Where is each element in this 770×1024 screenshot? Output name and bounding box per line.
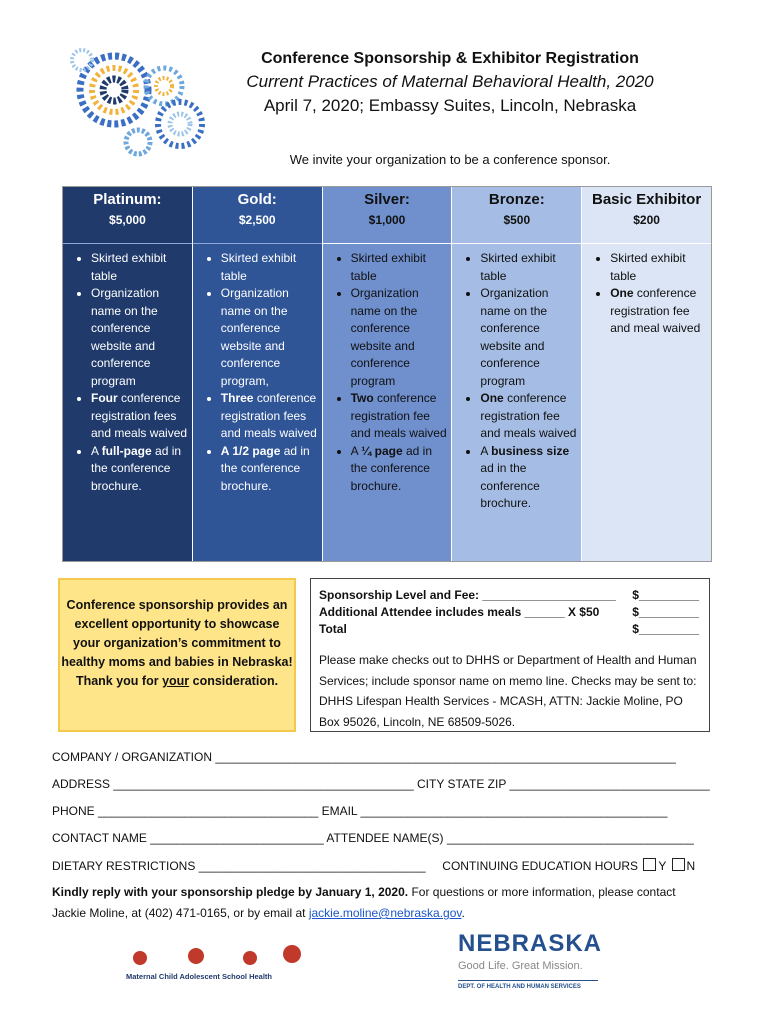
benefit-item: • Organization name on the conference website and conference program, <box>221 285 318 390</box>
benefit-item: • Two conference registration fee and meals waived <box>351 390 448 443</box>
ceu-no-label: N <box>686 859 696 873</box>
dietary-restrictions-field[interactable]: DIETARY RESTRICTIONS __________________________________ <box>52 859 426 873</box>
tier-price: $1,000 <box>368 213 406 227</box>
benefit-item: • Three conference registration fees and meals waived <box>221 390 318 443</box>
ceu-no-checkbox[interactable] <box>672 858 685 871</box>
invite-text: We invite your organization to be a conference sponsor. <box>289 152 611 167</box>
benefit-item: • One conference registration fee and meal waived <box>610 285 707 338</box>
promo-thanks: Thank you for your consideration. <box>75 674 279 688</box>
phone-email-field[interactable]: PHONE _________________________________ EMAIL ______________________________________________ <box>52 804 668 818</box>
contact-email-link[interactable]: jackie.moline@nebraska.gov <box>308 906 462 920</box>
nebraska-dhhs-logo: NEBRASKA Good Life. Great Mission. DEPT. OF HEALTH AND HUMAN SERVICES <box>458 930 603 990</box>
mosaic-logo <box>62 42 222 162</box>
tier-name: Basic Exhibitor <box>591 191 702 208</box>
tier-gold <box>193 187 323 561</box>
additional-attendee-field[interactable]: Additional Attendee includes meals ______ X $50 <box>319 605 600 619</box>
benefit-item: • Organization name on the conference website and conference program <box>91 285 188 390</box>
tier-platinum <box>63 187 193 561</box>
ceu-yes-label: Y <box>658 859 667 873</box>
mcash-logo: Maternal Child Adolescent School Health <box>126 944 326 988</box>
benefit-item: • Organization name on the conference website and conference program <box>480 285 577 390</box>
tier-name: Gold: <box>237 191 277 208</box>
payment-instructions: Please make checks out to DHHS or Department of Health and Human Services; include sponsor name on memo line. Checks may be sent to: DHHS Lifespan Health Services - MCASH, ATTN: Jackie Moline, PO Box 95026, Lincoln, NE 68509-5026. <box>319 653 697 729</box>
benefit-item: • Skirted exhibit table <box>221 250 318 285</box>
reply-deadline: Kindly reply with your sponsorship pledge by January 1, 2020. <box>52 885 409 899</box>
total-label: Total <box>319 622 347 636</box>
sponsorship-level-field[interactable]: Sponsorship Level and Fee: ____________________ <box>319 588 616 602</box>
benefit-item: • One conference registration fee and meals waived <box>480 390 577 443</box>
sponsorship-tiers-table <box>62 186 712 562</box>
tier-bronze <box>452 187 582 561</box>
tier-basic-exhibitor <box>582 187 711 561</box>
tier-name: Silver: <box>364 191 410 208</box>
promo-text: Conference sponsorship provides an excellent opportunity to showcase your organization’s commitment to healthy moms and babies in Nebraska! <box>61 598 293 669</box>
conference-name: Current Practices of Maternal Behavioral Health, 2020 <box>246 72 654 91</box>
total-amount[interactable]: $_________ <box>632 622 699 636</box>
reply-note: Kindly reply with your sponsorship pledge by January 1, 2020. For questions or more information, please contact Jackie Moline, at (402) 471-0165, or by email at jackie.moline@nebraska.gov. <box>52 885 676 920</box>
ceu-yes-checkbox[interactable] <box>643 858 656 871</box>
promo-callout <box>58 578 296 732</box>
benefit-item: • A 1/2 page ad in the conference brochure. <box>221 443 318 496</box>
tier-name: Platinum: <box>93 191 162 208</box>
company-field[interactable]: COMPANY / ORGANIZATION _____________________________________________________________________ <box>52 750 676 764</box>
conference-dateline: April 7, 2020; Embassy Suites, Lincoln, Nebraska <box>263 96 637 115</box>
benefit-item: • A full-page ad in the conference brochure. <box>91 443 188 496</box>
ceu-label: CONTINUING EDUCATION HOURS <box>442 859 639 873</box>
tier-price: $2,500 <box>238 213 276 227</box>
tier-price: $5,000 <box>109 213 146 227</box>
tier-price: $200 <box>633 213 660 227</box>
additional-attendee-amount[interactable]: $_________ <box>632 605 699 619</box>
sponsorship-fee-amount[interactable]: $_________ <box>632 588 699 602</box>
tier-silver <box>323 187 453 561</box>
benefit-item: • Skirted exhibit table <box>351 250 448 285</box>
benefit-item: • A ¼ page ad in the conference brochure. <box>351 443 448 496</box>
contact-attendee-field[interactable]: CONTACT NAME __________________________ ATTENDEE NAME(S) _____________________________________ <box>52 831 694 845</box>
benefit-item: • Organization name on the conference website and conference program <box>351 285 448 390</box>
benefit-item: • Skirted exhibit table <box>610 250 707 285</box>
benefit-item: • Skirted exhibit table <box>91 250 188 285</box>
benefit-item: • Skirted exhibit table <box>480 250 577 285</box>
document-header <box>200 50 700 116</box>
benefit-item: • A business size ad in the conference brochure. <box>480 443 577 513</box>
address-field[interactable]: ADDRESS _____________________________________________ CITY STATE ZIP ______________________________ <box>52 777 710 791</box>
fee-box <box>310 578 710 732</box>
tier-price: $500 <box>503 213 531 227</box>
page-title: Conference Sponsorship & Exhibitor Registration <box>261 50 639 67</box>
handprint-icons <box>126 944 326 972</box>
tier-name: Bronze: <box>488 191 545 208</box>
dietary-row <box>52 858 695 873</box>
benefit-item: • Four conference registration fees and meals waived <box>91 390 188 443</box>
